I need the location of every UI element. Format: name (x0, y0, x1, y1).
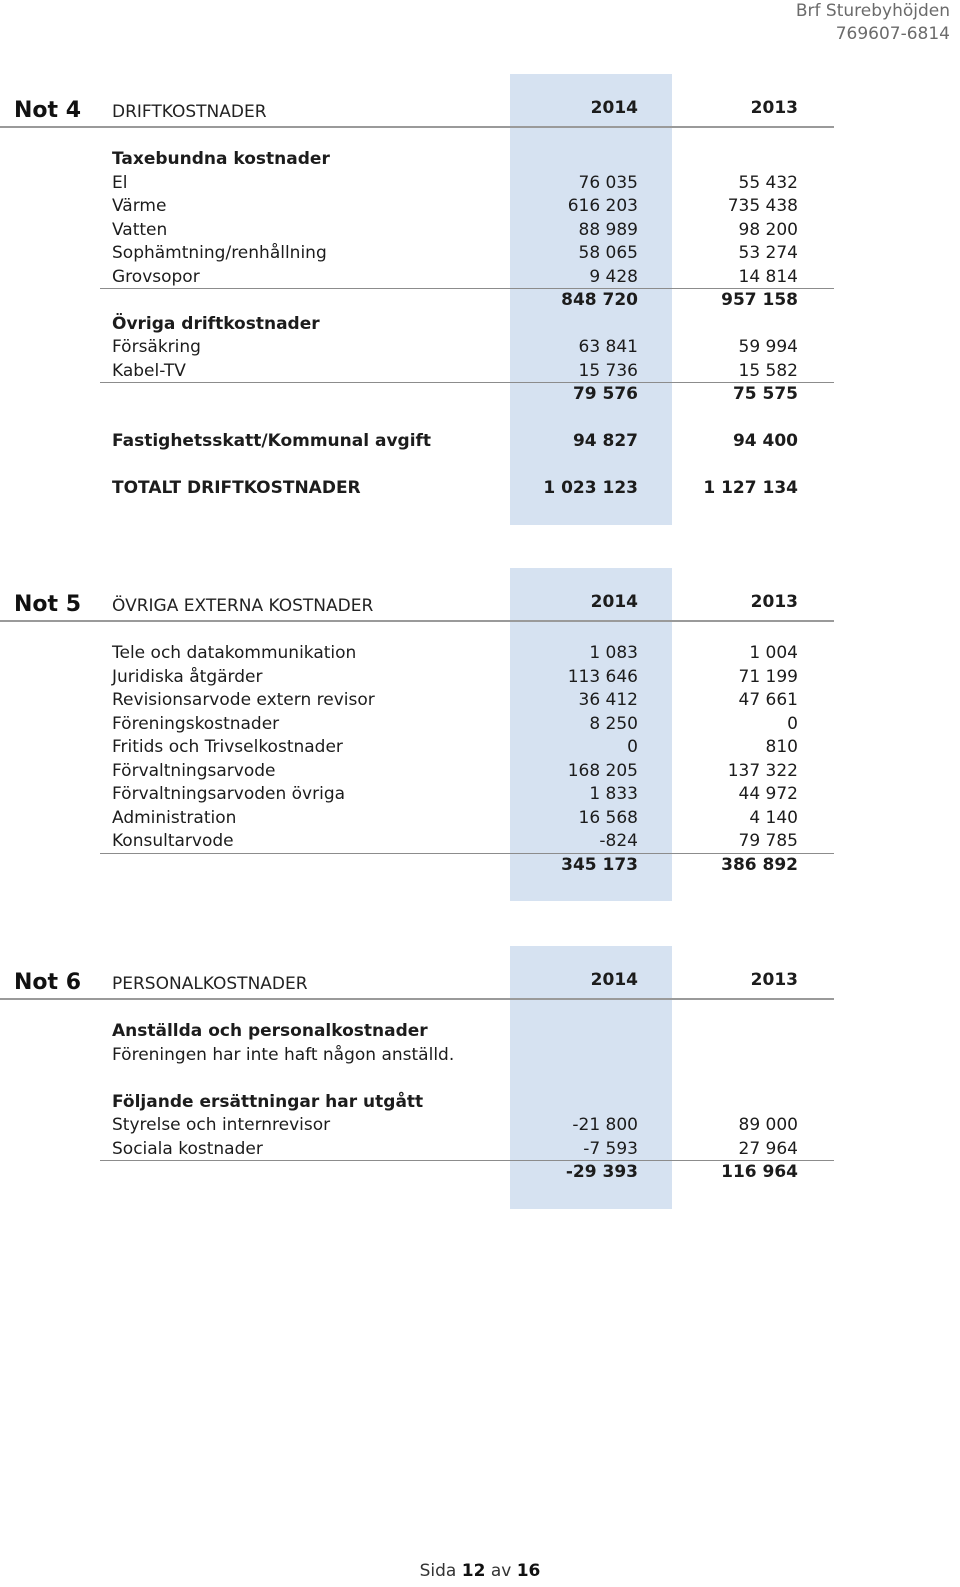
row-label: Förvaltningsarvoden övriga (112, 784, 346, 804)
table-row (0, 289, 960, 313)
value-current-year: 58 065 (578, 243, 638, 263)
table-row (0, 242, 960, 266)
value-current-year: 8 250 (589, 713, 638, 734)
note-title: ÖVRIGA EXTERNA KOSTNADER (112, 596, 374, 616)
value-previous-year: 386 892 (721, 854, 798, 875)
row-label: Sophämtning/renhållning (112, 243, 327, 263)
value-previous-year: 89 000 (738, 1115, 798, 1135)
value-current-year: 88 989 (578, 219, 638, 240)
row-label: Föreningen har inte haft någon anställd. (112, 1044, 455, 1065)
row-label: Försäkring (112, 337, 201, 357)
value-current-year: 345 173 (561, 854, 638, 875)
year-header-previous: 2013 (750, 970, 798, 990)
row-label: Revisionsarvode extern revisor (112, 690, 375, 710)
page-header (796, 0, 950, 46)
table-row (0, 713, 960, 737)
table-row (0, 1138, 960, 1162)
row-label: Grovsopor (112, 266, 200, 287)
table-row (0, 1114, 960, 1138)
table-row (0, 454, 960, 478)
value-current-year: 1 833 (589, 784, 638, 804)
value-previous-year: 1 127 134 (703, 478, 798, 498)
table-row (0, 172, 960, 196)
table-row (0, 336, 960, 360)
table-row (0, 219, 960, 243)
table-row (0, 383, 960, 407)
company-name: Brf Sturebyhöjden (795, 1, 950, 21)
row-label: Förvaltningsarvode (112, 760, 276, 781)
note-number: Not 6 (14, 970, 82, 995)
row-label: Kabel-TV (112, 360, 186, 381)
value-current-year: 94 827 (572, 431, 638, 451)
value-previous-year: 14 814 (738, 266, 798, 287)
value-current-year: 848 720 (561, 290, 638, 310)
org-number: 769607-6814 (835, 24, 950, 44)
table-row (0, 854, 960, 878)
note-title: DRIFTKOSTNADER (112, 102, 267, 122)
value-previous-year: 27 964 (738, 1138, 798, 1159)
year-header-current: 2014 (590, 98, 638, 118)
value-previous-year: 53 274 (738, 243, 798, 263)
value-previous-year: 71 199 (738, 666, 798, 687)
row-label: Juridiska åtgärder (112, 666, 263, 687)
page-footer (0, 1561, 960, 1581)
row-label: Vatten (112, 219, 168, 240)
header-rule (0, 620, 834, 622)
value-current-year: 168 205 (567, 760, 638, 781)
year-header-previous: 2013 (750, 592, 798, 612)
row-label: TOTALT DRIFTKOSTNADER (112, 478, 361, 498)
table-row (0, 1067, 960, 1091)
value-current-year: 1 083 (589, 643, 638, 663)
header-rule (0, 126, 834, 128)
table-row (0, 736, 960, 760)
total-pages: 16 (516, 1561, 541, 1581)
value-previous-year: 94 400 (732, 431, 798, 451)
value-current-year: 15 736 (578, 360, 638, 381)
value-previous-year: 15 582 (738, 360, 798, 381)
table-row (0, 195, 960, 219)
value-current-year: 16 568 (578, 807, 638, 828)
page-label: Sida (419, 1561, 457, 1581)
value-previous-year: 75 575 (732, 384, 798, 404)
table-row (0, 477, 960, 501)
value-previous-year: 735 438 (727, 196, 798, 216)
row-label: Anställda och personalkostnader (112, 1021, 428, 1041)
table-row (0, 430, 960, 454)
value-previous-year: 79 785 (738, 831, 798, 851)
value-current-year: -21 800 (572, 1115, 638, 1135)
row-label: Följande ersättningar har utgått (112, 1091, 424, 1112)
row-label: Konsultarvode (112, 831, 234, 851)
value-current-year: -7 593 (583, 1138, 638, 1159)
table-row (0, 407, 960, 431)
value-previous-year: 47 661 (738, 690, 798, 710)
value-current-year: 113 646 (567, 666, 638, 687)
row-label: Tele och datakommunikation (112, 643, 357, 663)
current-page: 12 (461, 1561, 486, 1581)
note-number: Not 5 (14, 592, 82, 617)
row-label: Taxebundna kostnader (112, 149, 330, 169)
table-row (0, 313, 960, 337)
value-previous-year: 810 (765, 737, 798, 757)
value-previous-year: 98 200 (738, 219, 798, 240)
page-of-label: av (490, 1561, 512, 1581)
value-current-year: -29 393 (565, 1162, 638, 1182)
table-row (0, 148, 960, 172)
table-row (0, 783, 960, 807)
table-row (0, 666, 960, 690)
table-row (0, 1044, 960, 1068)
value-current-year: 616 203 (567, 196, 638, 216)
year-header-previous: 2013 (750, 98, 798, 118)
note-title: PERSONALKOSTNADER (112, 974, 308, 994)
table-row (0, 760, 960, 784)
table-row (0, 642, 960, 666)
row-label: Sociala kostnader (112, 1138, 263, 1159)
value-previous-year: 1 004 (749, 643, 798, 663)
value-current-year: 79 576 (572, 384, 638, 404)
table-row (0, 1161, 960, 1185)
value-current-year: 1 023 123 (543, 478, 638, 498)
value-current-year: 9 428 (589, 266, 638, 287)
row-label: Administration (112, 807, 237, 828)
row-label: El (112, 172, 128, 193)
header-rule (0, 998, 834, 1000)
table-row (0, 360, 960, 384)
table-row (0, 1020, 960, 1044)
value-previous-year: 0 (787, 713, 798, 734)
table-row (0, 1091, 960, 1115)
row-label: Fritids och Trivselkostnader (112, 737, 343, 757)
row-label: Övriga driftkostnader (112, 313, 320, 334)
value-current-year: -824 (599, 831, 638, 851)
value-previous-year: 116 964 (721, 1162, 798, 1182)
value-previous-year: 137 322 (727, 760, 798, 781)
year-header-current: 2014 (590, 970, 638, 990)
value-current-year: 36 412 (578, 690, 638, 710)
note-number: Not 4 (14, 98, 82, 123)
value-current-year: 76 035 (578, 172, 638, 193)
value-current-year: 0 (627, 737, 638, 757)
table-row (0, 266, 960, 290)
value-previous-year: 4 140 (749, 807, 798, 828)
row-label: Styrelse och internrevisor (112, 1115, 331, 1135)
value-current-year: 63 841 (578, 337, 638, 357)
value-previous-year: 957 158 (721, 290, 798, 310)
table-row (0, 689, 960, 713)
year-header-current: 2014 (590, 592, 638, 612)
value-previous-year: 55 432 (738, 172, 798, 193)
row-label: Föreningskostnader (112, 713, 280, 734)
value-previous-year: 44 972 (738, 784, 798, 804)
table-row (0, 807, 960, 831)
table-row (0, 830, 960, 854)
row-label: Fastighetsskatt/Kommunal avgift (112, 431, 432, 451)
value-previous-year: 59 994 (738, 337, 798, 357)
row-label: Värme (112, 196, 167, 216)
